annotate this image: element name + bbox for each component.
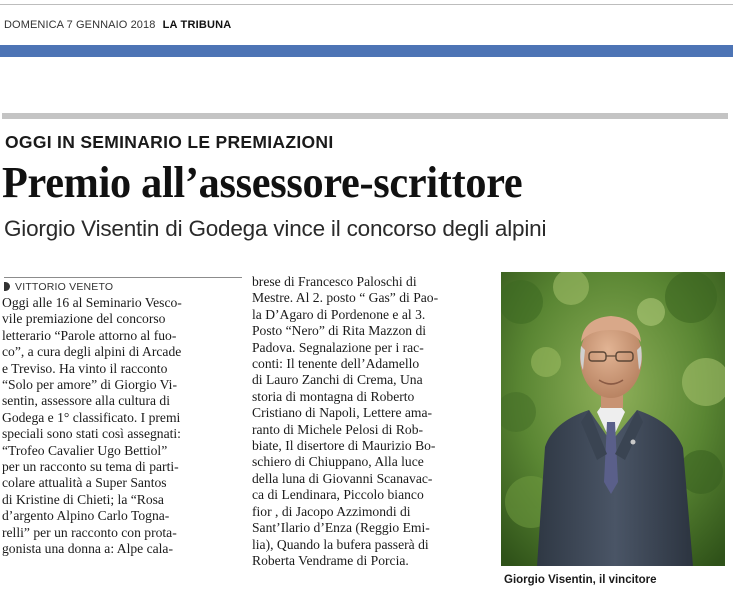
- section-rule: [2, 113, 728, 119]
- masthead-date: DOMENICA 7 GENNAIO 2018: [4, 19, 156, 31]
- top-rule: [0, 4, 733, 5]
- text-line: di Lauro Zanchi di Crema, Una: [252, 372, 423, 388]
- text-line: Sant’Ilario d’Enza (Reggio Emi-: [252, 520, 430, 536]
- text-line: biate, Il disertore di Maurizio Bo-: [252, 438, 436, 454]
- text-line: relli” per un racconto con prota-: [2, 524, 177, 540]
- portrait-illustration: [501, 272, 725, 566]
- text-line: d’argento Alpino Carlo Togna-: [2, 508, 170, 524]
- article-kicker: OGGI IN SEMINARIO LE PREMIAZIONI: [5, 132, 334, 152]
- text-line: gonista una donna a: Alpe cala-: [2, 541, 173, 557]
- text-line: per un racconto su tema di parti-: [2, 459, 179, 475]
- text-line: colare attualità a Super Santos: [2, 475, 167, 491]
- text-line: Posto “Nero” di Rita Mazzon di: [252, 323, 427, 339]
- article-column-1: [2, 295, 242, 558]
- text-line: la D’Agaro di Pordenone e al 3.: [252, 306, 426, 322]
- photo-caption: Giorgio Visentin, il vincitore: [504, 574, 657, 586]
- text-line: ca di Lendinara, Piccolo bianco: [252, 487, 424, 503]
- text-line: Godega e 1° classificato. I premi: [2, 409, 181, 425]
- text-line: lia), Quando la bufera passerà di: [252, 536, 429, 552]
- text-line: di Kristine di Chieti; la “Rosa: [2, 491, 164, 507]
- text-line: Mestre. Al 2. posto “ Gas” di Pao-: [252, 290, 439, 306]
- text-line: Padova. Segnalazione per i rac-: [252, 339, 424, 355]
- text-line: co”, a cura degli alpini di Arcade: [2, 344, 182, 360]
- article-column-2: [252, 274, 492, 569]
- text-line: “Trofeo Cavalier Ugo Bettiol”: [2, 442, 168, 458]
- text-line: Cristiano di Napoli, Lettere ama-: [252, 405, 433, 421]
- text-line: conti: Il tenente dell’Adamello: [252, 356, 420, 372]
- text-line: brese di Francesco Paloschi di: [252, 274, 417, 289]
- accent-bar: [0, 45, 733, 57]
- text-line: “Solo per amore” di Giorgio Vi-: [2, 377, 177, 393]
- text-line: vile premiazione del concorso: [2, 311, 166, 327]
- text-line: speciali sono stati così assegnati:: [2, 426, 181, 442]
- text-line: sentin, assessore alla cultura di: [2, 393, 170, 409]
- dateline-marker-icon: [4, 282, 10, 291]
- article-headline: Premio all’assessore-scrittore: [2, 158, 523, 207]
- text-line: Oggi alle 16 al Seminario Vesco-: [2, 295, 182, 310]
- dateline-text: VITTORIO VENETO: [15, 281, 114, 293]
- text-line: della luna di Giovanni Scanavac-: [252, 470, 433, 486]
- masthead-paper-name: LA TRIBUNA: [162, 19, 232, 31]
- text-line: ranto di Michele Pelosi di Rob-: [252, 421, 424, 437]
- article-dateline: [4, 277, 242, 293]
- article-subhead: Giorgio Visentin di Godega vince il concorso degli alpini: [4, 216, 547, 241]
- article-photo: [501, 272, 725, 566]
- text-line: storia di montagna di Roberto: [252, 388, 415, 404]
- text-line: fior , di Jacopo Azzimondi di: [252, 503, 411, 519]
- masthead: [4, 19, 231, 31]
- text-line: e Treviso. Ha vinto il racconto: [2, 360, 168, 376]
- text-line: schiero di Chiuppano, Alla luce: [252, 454, 424, 470]
- text-line: Roberta Vendrame di Porcia.: [252, 552, 409, 568]
- text-line: letterario “Parole attorno al fuo-: [2, 327, 177, 343]
